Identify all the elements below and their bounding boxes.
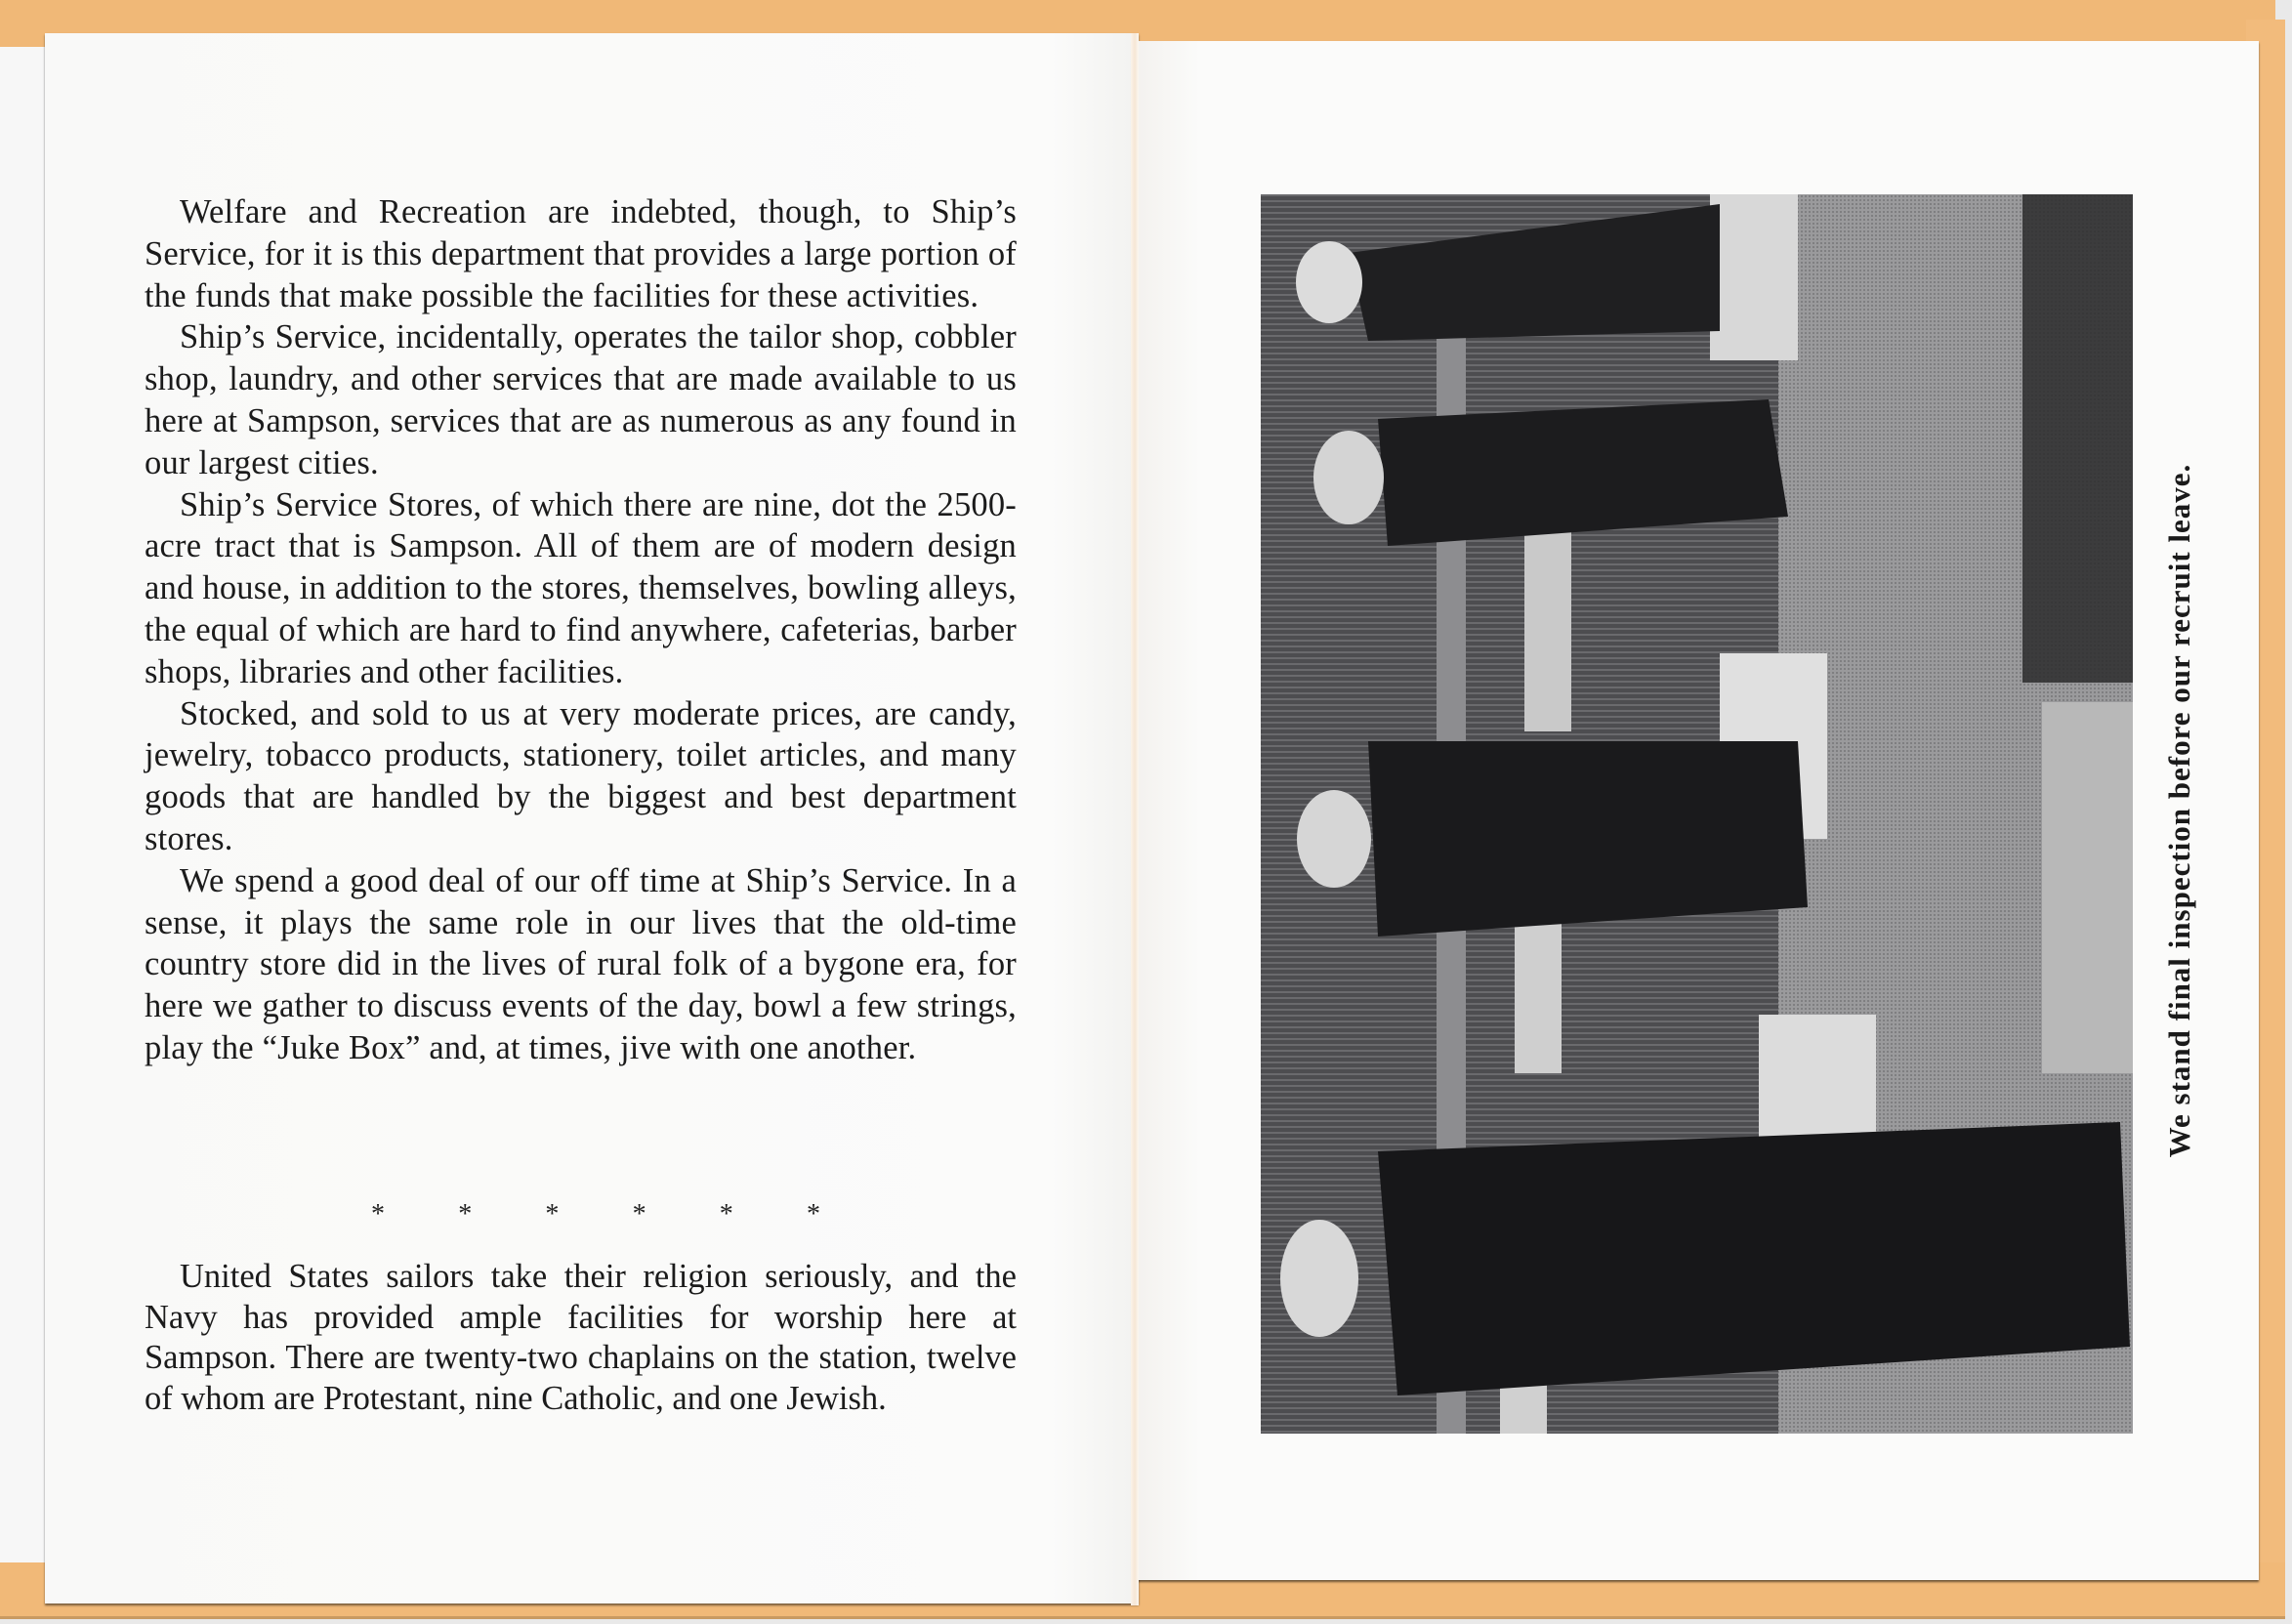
- paragraph-welfare: Welfare and Recreation are indebted, though, to Ship’s Service, for it is this department that provides a large portion of the funds that make possible the facilities for these activities.: [145, 193, 1017, 314]
- book-spine: [1131, 33, 1139, 1605]
- photo-sailor-face: [1313, 431, 1384, 524]
- photograph: [1261, 194, 2133, 1434]
- section-separator: [371, 1199, 820, 1232]
- body-text: [145, 191, 1017, 1069]
- separator-star: *: [371, 1199, 385, 1229]
- photo-sea-bag: [1710, 194, 1798, 360]
- photo-sailor-face: [1297, 790, 1371, 888]
- photo-sailor-face: [1280, 1220, 1358, 1337]
- separator-star: *: [806, 1199, 820, 1229]
- separator-star: *: [458, 1199, 473, 1229]
- paragraph-ships-service: Ship’s Service, incidentally, operates the tailor shop, cobbler shop, laundry, and other services that are made available to us here at Sampson, services that are as numerous as any found in our largest cities.: [145, 318, 1017, 481]
- photo-sailor: [1368, 741, 1808, 937]
- photo-sailor-face: [1296, 241, 1362, 323]
- photo-illustration: [1261, 194, 2133, 1434]
- paragraph-stores: Ship’s Service Stores, of which there are nine, dot the 2500-acre tract that is Sampson. All of them are of modern design and house, in addition to the stores, themselves, bowling alleys, the equal of which are hard to find anywhere, cafeterias, barber shops, libraries and other facilities.: [145, 485, 1017, 690]
- separator-star: *: [719, 1199, 733, 1229]
- separator-star: *: [632, 1199, 646, 1229]
- closing-text: [145, 1257, 1017, 1419]
- photo-caption: We stand final inspection before our recruit leave.: [2162, 463, 2196, 1158]
- photo-gear-display: [2042, 702, 2133, 1073]
- separator-star: *: [545, 1199, 560, 1229]
- photo-shoes: [2022, 194, 2133, 683]
- paragraph-off-time: We spend a good deal of our off time at Ship’s Service. In a sense, it plays the same role in our lives that the old-time country store did in the lives of rural folk of a bygone era, for here we gather to discuss events of the day, bowl a few strings, play the “Juke Box” and, at times, jive with one another.: [145, 861, 1017, 1066]
- paragraph-religion: United States sailors take their religion seriously, and the Navy has provided ample facilities for worship here at Sampson. There are twenty-two chaplains on the station, twelve of whom are Protestant, nine Catholic, and one Jewish.: [145, 1258, 1017, 1417]
- paragraph-stocked: Stocked, and sold to us at very moderate prices, are candy, jewelry, tobacco products, stationery, toilet articles, and many goods that are handled by the biggest and best department stores.: [145, 694, 1017, 857]
